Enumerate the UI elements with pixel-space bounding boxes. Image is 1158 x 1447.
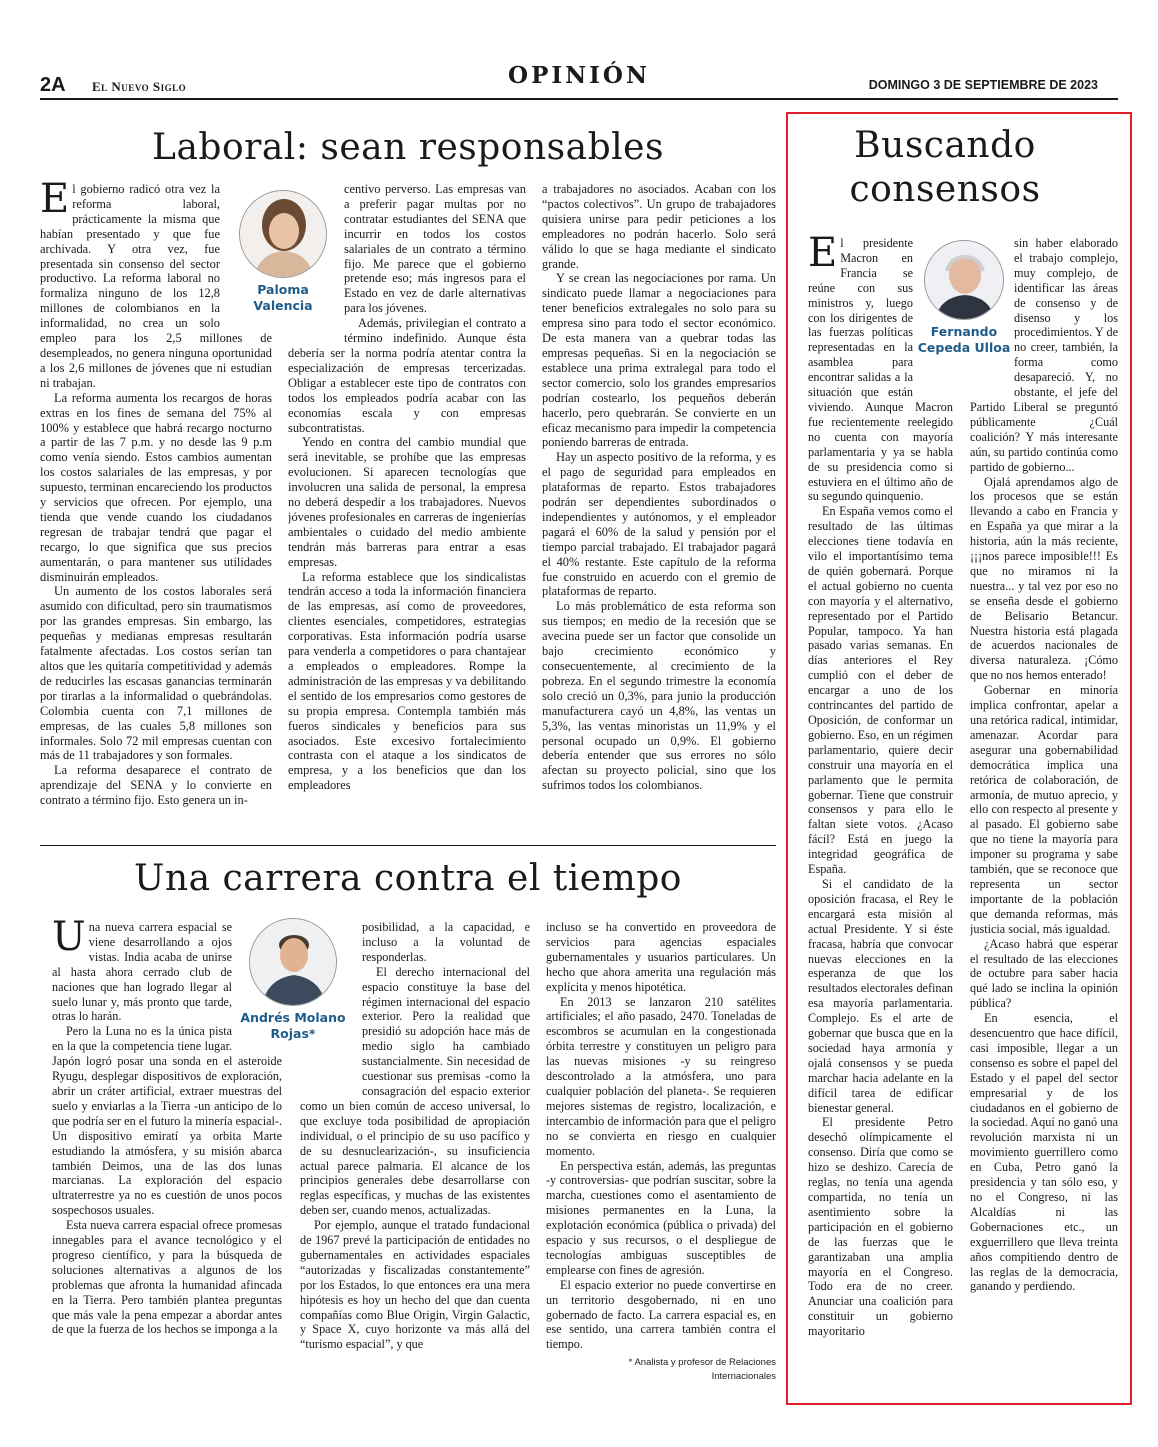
paragraph: En 2013 se lanzaron 210 satélites artificiales; el año pasado, 2470. Toneladas de escombros se acumulan en la congestionada órbita terrestre y constituyen un peligro para las nuevas misiones -y su reingreso descontrolado a la atmósfera, uno para cualquier población del planeta-. Se requieren mejores sistemas de registro, localización, e intercambio de información para que el peligro no se convierta en riesgo en cualquier momento. — [546, 994, 776, 1158]
paragraph: En esencia, el desencuentro que hace difícil, casi imposible, llegar a un consenso es sobre el papel del Estado y el papel del sector empresarial y de los ciudadanos en el gobierno de la sociedad. Aquí no ganó una revolución marxista ni un movimiento guerrillero como en Cuba, Petro ganó la presidencia y tan sólo eso, y no el Congreso, ni las Alcaldías ni las Gobernaciones etc., un exguerrillero que lleva treinta años compitiendo dentro de las reglas de la democracia, ganando y perdiendo. — [970, 1011, 1118, 1294]
article2-column-2 — [300, 920, 530, 1398]
layout-spacer — [288, 182, 344, 332]
layout-spacer — [232, 920, 282, 1050]
drop-cap: E — [40, 182, 70, 222]
article3-headline — [800, 124, 1090, 212]
paragraph: Y se crean las negociaciones por rama. Un sindicato puede llamar a negociaciones para tener beneficios extralegales no solo para su empresa sino para todo el sector económico. De esta manera van a quebrar todas las empresas pequeñas. Si en la negociación se establece una prima extralegal para todo el sector comercio, solo los grandes empresarios podrían costearlo, los pequeños deberán hacerlo, pero quebrarán. Se convierte en un eficaz mecanismo para impedir la competencia poniendo barreras de entrada. — [542, 271, 776, 450]
headline-line: consensos — [849, 169, 1041, 210]
paragraph: Pero la Luna no es la única pista en la que la competencia tiene lugar. Japón logró posar una sonda en el asteroide Ryugu, desplegar dispositivos de exploración, abrir un cráter artificial, extraer muestras del suelo y enviarlas a la Tierra -un anticipo de lo que podría ser en el futuro la minería espacial-. Un dispositivo emiratí ya orbita Marte estudiando la atmósfera, y su misión abarca también Deimos, una de las dos lunas marcianas. La exploración del espacio ultraterrestre ya no es cuestión de unos pocos sospechosos usuales. — [52, 1024, 282, 1218]
footnote-line: Internacionales — [711, 1371, 776, 1382]
paragraph: Hay un aspecto positivo de la reforma, y es el pago de seguridad para empleados en plataformas de reparto. Estos trabajadores podrán ser dependientes subordinados o independientes y autónomos, y el empleador pagará el 60% de la salud y pensión por el tiempo parcial trabajado. El trabajador pagará el 40% restante. Este capítulo de la reforma fue construido en acuerdo con el gremio de plataformas de reparto. — [542, 450, 776, 599]
masthead — [40, 62, 1118, 98]
paragraph: incluso se ha convertido en proveedora de servicios para agencias espaciales gubernamentales y usuarios particulares. Un hecho que ahora amerita una regulación más explícita y menos hipotética. — [546, 920, 776, 994]
paragraph: Ojalá aprendamos algo de los procesos que se están llevando a cabo en Francia y en España ya que mirar a la historia, aún la más reciente, ¡¡¡nos parece imposible!!! Es que no miramos ni la nuestra... y tal vez por eso no se enseña desde el gobierno de Belisario Betancur. Nuestra historia está plagada de acuerdos nacionales de diversa naturaleza. ¡Cómo que no nos hemos enterado! — [970, 474, 1118, 683]
paragraph: l gobierno radicó otra vez la reforma laboral, prácticamente la misma que habían presentado y que fue archivada. Y otra vez, fue presentada sin consenso del sector productivo. La reforma laboral no formaliza ninguno de los 12,8 millones de colombianos en la informalidad, no crea un solo empleo para los 2,5 millones de desempleados, no genera ninguna oportunidad a los 2,6 millones de jóvenes que ni estudian ni trabajan. — [40, 182, 272, 390]
issue-date: DOMINGO 3 DE SEPTIEMBRE DE 2023 — [868, 78, 1098, 92]
paragraph: posibilidad, a la capacidad, e incluso a la voluntad de responderlas. — [362, 920, 530, 964]
paragraph: centivo perverso. Las empresas van a preferir pagar multas por no contratar estudiantes del SENA que incurrir en todos los costos salariales de un contrato a término fijo. Me parece que el gobierno pretende eso; más ingresos para el Estado en vez de darle alternativas para los jóvenes. — [344, 182, 526, 316]
paragraph: Un aumento de los costos laborales será asumido con dificultad, pero sin traumatismos por las grandes empresas. Sin embargo, las pequeñas y medianas empresas resultarán fatalmente afectadas. Los costos serían tan altos que les quitaría competitividad y además de reducirles las escasas ganancias terminarán por tirarlas a la informalidad o quebrándolas. Colombia cuenta con 7,1 millones de empresas, de las cuales 5,8 millones son informales. Solo 72 mil empresas cuentan con más de 11 trabajadores y son formales. — [40, 584, 272, 763]
drop-cap: U — [52, 920, 86, 960]
paragraph: En perspectiva están, además, las preguntas -y controversias- que podrían suscitar, sobre la marcha, cuestiones como el asentamiento de misiones permanentes en la Luna, la explotación económica (pública o privada) del espacio y sus recursos, o el despliegue de tecnologías ambiguas susceptibles de emplearse con fines de agresión. — [546, 1158, 776, 1277]
paragraph: El espacio exterior no puede convertirse en un territorio desgobernado, ni en uno gobernado de facto. La carrera espacial es, en ese sentido, una carrera también contra el tiempo. — [546, 1277, 776, 1352]
masthead-rule — [40, 98, 1118, 100]
newspaper-name: El Nuevo Siglo — [92, 79, 187, 94]
paragraph: Esta nueva carrera espacial ofrece promesas innegables para el avance tecnológico y el progreso científico, y para la búsqueda de soluciones alternativas a algunos de los problemas que afronta la humanidad afincada en la Tierra. Pero también plantea preguntas que más vale la pena empezar a abordar antes de que la fuerza de los hechos se imponga a la — [52, 1218, 282, 1337]
footnote-line: * Analista y profesor de Relaciones — [628, 1357, 776, 1368]
article3-column-2 — [970, 236, 1118, 1392]
paragraph: l presidente Macron en Francia se reúne con sus ministros y, luego con los dirigentes de las fuerzas políticas representadas en la asamblea para encontrar salidas a la situación que están viviendo. Aunque Macron fue recientemente reelegido no cuenta con mayoría parlamentaria y ya se habla de su presidencia como si estuviera en el último año de su segundo quinquenio. — [808, 236, 953, 504]
paragraph: na nueva carrera espacial se viene desarrollando a ojos vistas. India acaba de unirse al hasta ahora cerrado club de naciones que han logrado llegar al suelo lunar y, más pronto que tarde, otras lo harán. — [52, 920, 232, 1024]
article2-headline: Una carrera contra el tiempo — [134, 858, 682, 899]
page-number: 2A — [40, 74, 66, 96]
paragraph: Por ejemplo, aunque el tratado fundacional de 1967 prevé la participación de entidades no gubernamentales en actividades espaciales “autorizadas y fiscalizadas constantemente” por los Estados, lo que entonces era una mera hipótesis es hoy un hecho del que dan cuenta compañías como Blue Origin, Virgin Galactic, y Space X, cuyo horizonte va más allá del “turismo espacial”, y que — [300, 1218, 530, 1352]
article1-column-2 — [288, 182, 526, 832]
layout-spacer — [913, 236, 953, 386]
article1-column-3 — [542, 182, 776, 832]
author-first-name: Fernando — [930, 324, 998, 339]
author-last-name: Valencia — [253, 298, 313, 313]
paragraph: ¿Acaso habrá que esperar el resultado de las elecciones de octubre para saber hacia qué lado se inclina la opinión pública? — [970, 936, 1118, 1011]
paragraph: sin haber elaborado el trabajo complejo, muy complejo, de identificar las áreas de consenso y de disenso y los procedimientos. Y de no creer, también, la forma como desapareció. Y, no obstante, el jefe del Partido Liberal se preguntó públicamente ¿Cuál coalición? Y más interesante aún, su partido continúa como partido de gobierno... — [970, 236, 1118, 474]
author-last-name: Cepeda Ulloa — [917, 340, 1011, 355]
paragraph: La reforma establece que los sindicalistas tendrán acceso a toda la información financiera de las empresas, así como de proveedores, clientes esenciales, competidores, estrategias corporativas. Esta información podría usarse para venderla a competidores o para chantajear a empleados o empleadores. Rompe la administración de las empresas y va debilitando el sentido de los empresarios como gestores de su propia empresa. Contempla también más fueros sindicales y beneficios para sus asociados. Este excesivo fortalecimiento contrasta con el ataque a los sindicatos de empresa, y a los beneficios que dan los empleadores — [288, 569, 526, 793]
paragraph: Si el candidato de la oposición fracasa, el Rey le encargará esta misión al actual Presidente. Y si éste fracasa, habría que convocar nuevas elecciones en la esperanza de que los resultados electorales definan esa mayoría parlamentaria. Complejo. Es el arte de gobernar que busca que en la sociedad haya armonía y ojalá consensos y se pueda marchar hacia adelante en la difícil tarea de edificar bienestar general. — [808, 876, 953, 1115]
article3-column-1 — [808, 236, 953, 1392]
section-title: OPINIÓN — [508, 62, 650, 89]
paragraph: a trabajadores no asociados. Acaban con los “pactos colectivos”. Un grupo de trabajadores quisiera unirse para pedir peticiones a los empleadores no podrán hacerlo. Solo será válido lo que se haga mediante el sindicato grande. — [542, 182, 776, 271]
paragraph: Lo más problemático de esta reforma son sus tiempos; en medio de la recesión que se avecina puede ser un factor que consolide un bajo crecimiento económico y consecuentemente, al crecimiento de la pobreza. En el segundo trimestre la economía solo creció un 0,3%, para junio la producción manufacturera cayó un 4,8%, las ventas un 5,3%, las ventas minoristas un 11,9% y el personal ocupado un 0,9%. El gobierno debería entender que sus errores no sólo afectan su proyecto policial, sino que los sufrimos todos los colombianos. — [542, 599, 776, 793]
layout-spacer — [300, 920, 362, 1096]
author-first-name: Andrés Molano — [240, 1010, 346, 1025]
paragraph: El presidente Petro desechó olímpicamente el consenso. Diría que como se hizo se deshizo. Carecía de reglas, no tenía una agenda compartida, no tenía un asentimiento sobre la participación en el gobierno de las fuerzas que le garantizaban una amplia mayoría en el Congreso. Todo era de no creer. Anunciar una coalición para constituir un gobierno mayoritario — [808, 1115, 953, 1339]
article1-headline: Laboral: sean responsables — [152, 127, 664, 168]
author-last-name: Rojas* — [270, 1026, 316, 1041]
article-divider — [40, 845, 776, 846]
layout-spacer — [970, 236, 1014, 386]
headline-line: Buscando — [854, 125, 1036, 166]
author-footnote — [546, 1356, 776, 1384]
layout-spacer — [220, 182, 272, 330]
paragraph: La reforma desaparece el contrato de aprendizaje del SENA y lo convierte en contrato a término fijo. Esto genera un in- — [40, 763, 272, 808]
paragraph: Yendo en contra del cambio mundial que será inevitable, se prohíbe que las empresas evolucionen. Si aparecen tecnologías que involucren una salida de personal, la empresa no deberá despedir a los trabajadores. Nuevos jóvenes profesionales en carreras de ingenierías ambientales o cuidado del medio ambiente tendrán más barreras para entrar a esas empresas. — [288, 435, 526, 569]
paragraph: Gobernar en minoría implica confrontar, apelar a una retórica radical, intimidar, amenazar. Acordar para asegurar una gobernabilidad democrática implica una retórica de colaboración, de armonía, de mutuo aprecio, y ello con respecto al presente y al pasado. El gobierno sabe que no tiene la mayoría para imponer su programa y sabe también, que se reconoce que representa un sector importante de la población que demanda reformas, más justicia social, más igualdad. — [970, 683, 1118, 936]
drop-cap: E — [808, 236, 838, 276]
paragraph: El derecho internacional del espacio constituye la base del régimen internacional del espacio exterior. Pero la realidad que presidió su adopción hace más de medio siglo ha cambiado sustancialmente. Sin necesidad de cuestionar sus premisas -como la consagración del espacio exterior como un bien común de acceso universal, lo que excluye toda posibilidad de apropiación individual, o el principio de su uso pacífico y de su desnuclearización-, su insuficiencia actual parece palmaria. El alcance de los principios generales debe desarrollarse con reglas específicas, y muchas de las existentes deben ser, cuando menos, actualizadas. — [300, 964, 530, 1218]
paragraph: La reforma aumenta los recargos de horas extras en los fines de semana del 75% al 100% y establece que habrá recargo nocturno a partir de las 7 p.m. y no desde las 9 p.m como venía siendo. Estos cambios aumentan los costos salariales de las empresas, y por supuesto, terminan encareciendo los productos y servicios que ofrecen. Por ejemplo, una tienda que vende cuando los ciudadanos regresan de trabajar tendrá que pagar el recargo, lo que significa que sus precios aumentarán, o para mantener sus utilidades disminuirán empleados. — [40, 390, 272, 584]
paragraph: Además, privilegian el contrato a término indefinido. Aunque ésta debería ser la norma podría atentar contra la especialización de empresas tercerizadas. Obligar a establecer este tipo de contratos con todos los empleados podría acabar con las economías escala y con empresas subcontratistas. — [288, 316, 526, 435]
author-first-name: Paloma — [257, 282, 309, 297]
article1-column-1 — [40, 182, 272, 832]
paragraph: En España vemos como el resultado de las últimas elecciones tiene todavía en vilo el importantísimo tema de quién gobernará. Porque el actual gobierno no cuenta con mayoría y el alternativo, representado por el Partido Popular, tampoco. Ya han pasado varias semanas. En días anteriores el Rey cumplió con el deber de encargar a uno de los contrincantes del partido de Oposición, de conformar un gobierno. Eso, en un régimen parlamentario, quiere decir construir una mayoría en el parlamento que le permita gobernar. Tiene que construir consensos y para ello le faltan siete votos. ¿Acaso fácil? Está en juego la integridad geográfica de España. — [808, 504, 953, 877]
article2-column-3 — [546, 920, 776, 1360]
article2-column-1 — [52, 920, 282, 1398]
